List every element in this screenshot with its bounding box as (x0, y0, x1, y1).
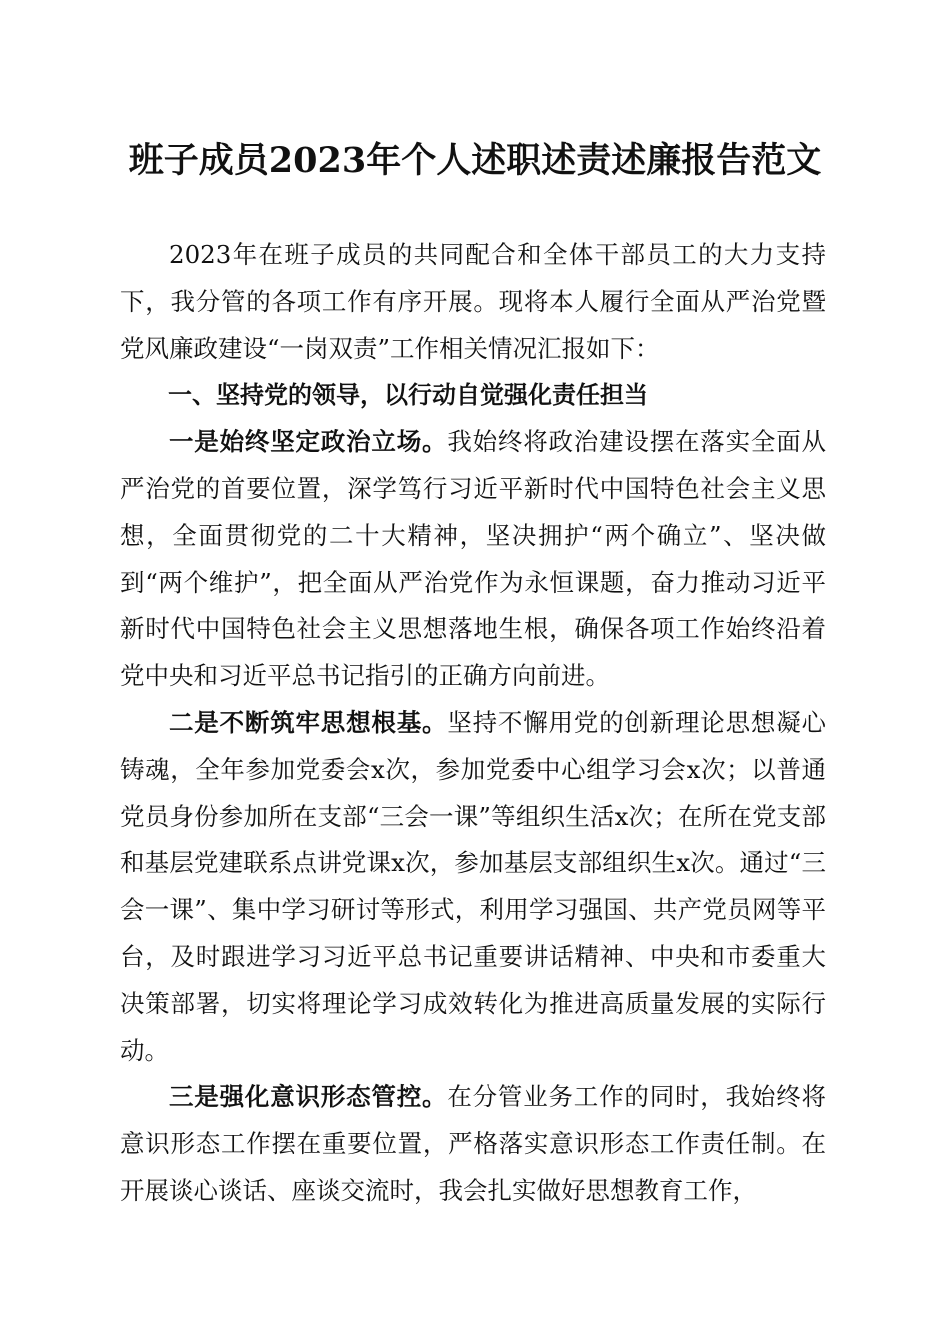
section-heading-1: 一、坚持党的领导，以行动自觉强化责任担当 (168, 381, 648, 410)
paragraph-ideology-control (120, 1074, 826, 1214)
paragraph-lead: 一是始终坚定政治立场。 (169, 427, 448, 457)
document-title: 班子成员2023年个人述职述责述廉报告范文 (128, 140, 822, 181)
paragraph-ideological-foundation (120, 700, 826, 1074)
paragraph-lead: 二是不断筑牢思想根基。 (169, 707, 448, 737)
document-body (120, 232, 826, 1215)
paragraph-text: 坚持不懈用党的创新理论思想凝心铸魂，全年参加党委会x次，参加党委中心组学习会x次；以普通党员身份参加所在支部“三会一课”等组织生活x次；在所在党支部和基层党建联系点讲党课x次，参加基层支部组织生x次。通过“三会一课”、集中学习研讨等形式，利用学习强国、共产党员网等平台，及时跟进学习习近平总书记重要讲话精神、中央和市委重大决策部署，切实将理论学习成效转化为推进高质量发展的实际行动。 (120, 707, 827, 1065)
intro-paragraph: 2023年在班子成员的共同配合和全体干部员工的大力支持下，我分管的各项工作有序开展。现将本人履行全面从严治党暨党风廉政建设“一岗双责”工作相关情况汇报如下： (120, 240, 826, 363)
paragraph-lead: 三是强化意识形态管控。 (169, 1082, 448, 1112)
paragraph-political-stance (120, 419, 826, 700)
paragraph-text: 在分管业务工作的同时，我始终将意识形态工作摆在重要位置，严格落实意识形态工作责任制。在开展谈心谈话、座谈交流时，我会扎实做好思想教育工作， (120, 1082, 827, 1205)
paragraph-text: 我始终将政治建设摆在落实全面从严治党的首要位置，深学笃行习近平新时代中国特色社会主义思想，全面贯彻党的二十大精神，坚决拥护“两个确立”、坚决做到“两个维护”，把全面从严治党作为永恒课题，奋力推动习近平新时代中国特色社会主义思想落地生根，确保各项工作始终沿着党中央和习近平总书记指引的正确方向前进。 (120, 427, 827, 691)
